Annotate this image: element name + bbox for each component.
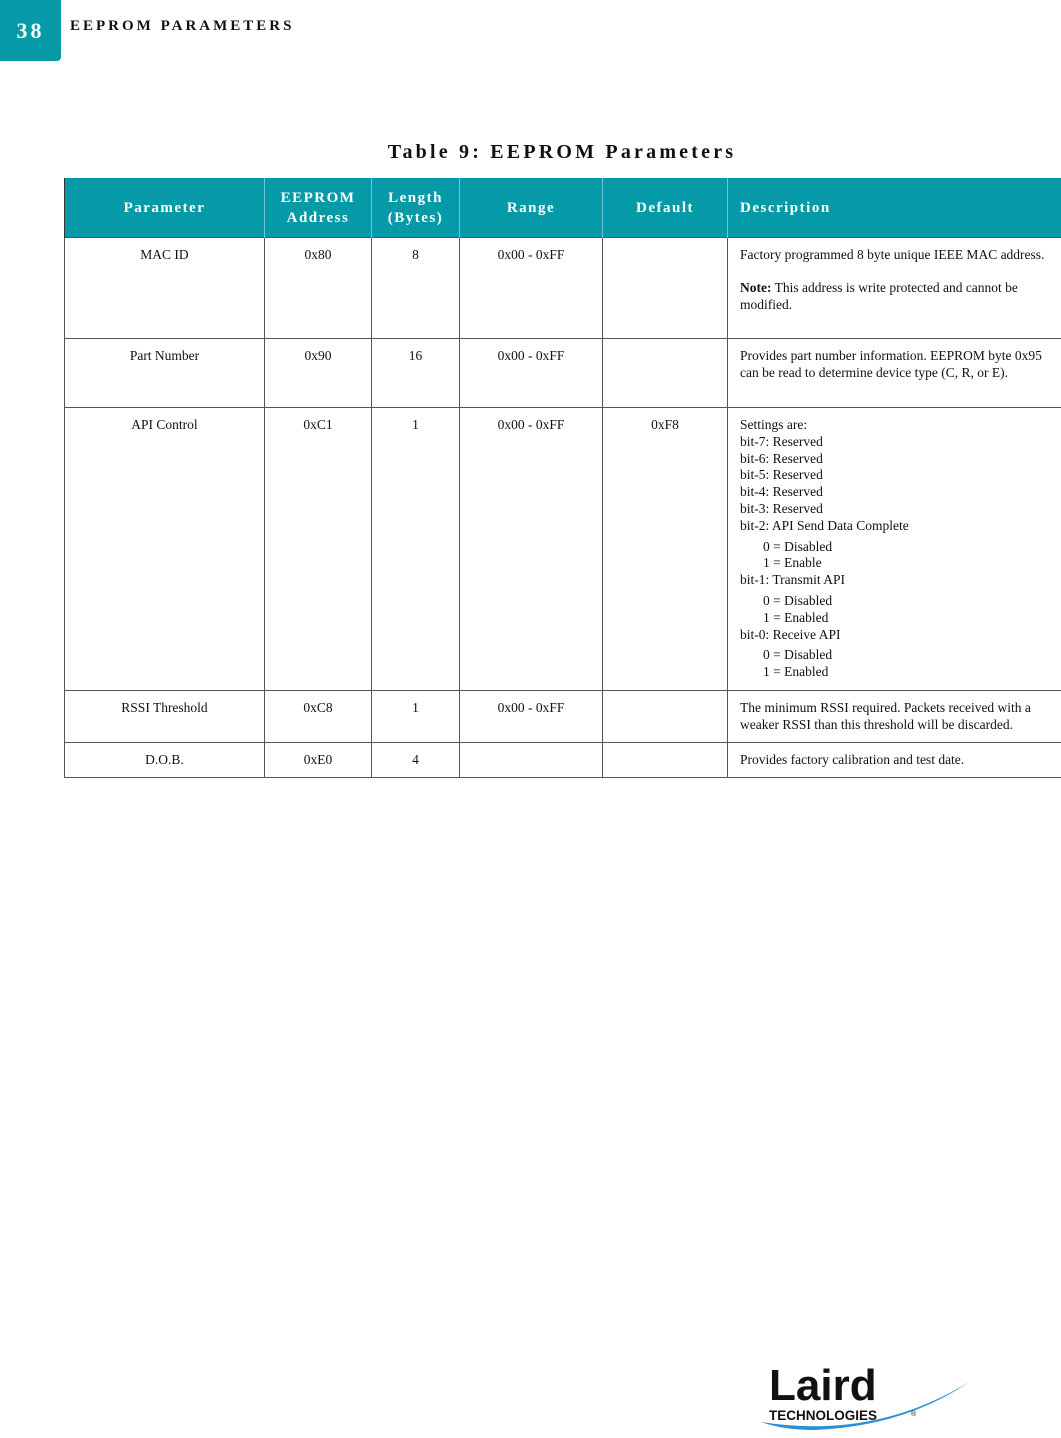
cell-length: 1: [372, 691, 460, 743]
note-text: This address is write protected and cannot be modified.: [740, 279, 1018, 312]
bit-0-line: bit-0: Receive API: [740, 626, 841, 642]
cell-length: 8: [372, 238, 460, 339]
registered-mark: ®: [911, 1411, 917, 1418]
cell-parameter: RSSI Threshold: [65, 691, 265, 743]
cell-address: 0xE0: [265, 743, 372, 778]
bit-2-line: bit-2: API Send Data Complete: [740, 517, 909, 533]
table-row: [65, 238, 1061, 339]
cell-parameter: MAC ID: [65, 238, 265, 339]
bit-2-enabled-value: 1 = Enable: [763, 555, 822, 571]
bit-1-enabled-value: 1 = Enabled: [763, 609, 829, 625]
cell-length: 16: [372, 339, 460, 408]
column-header-length-line1: Length: [388, 189, 443, 206]
bit-7-line: bit-7: Reserved: [740, 433, 823, 449]
cell-parameter: D.O.B.: [65, 743, 265, 778]
description-text: Factory programmed 8 byte unique IEEE MAC address.: [740, 247, 1045, 262]
cell-description: [728, 238, 1061, 339]
cell-description: Provides part number information. EEPROM byte 0x95 can be read to determine device type (C, R, or E).: [728, 339, 1061, 408]
table-row: [65, 339, 1061, 408]
cell-range: 0x00 - 0xFF: [460, 408, 603, 691]
cell-parameter: Part Number: [65, 339, 265, 408]
column-header-parameter: Parameter: [65, 178, 265, 238]
cell-range: 0x00 - 0xFF: [460, 691, 603, 743]
cell-description: Provides factory calibration and test date.: [728, 743, 1061, 778]
table-header-row: [65, 178, 1061, 238]
bit-4-line: bit-4: Reserved: [740, 484, 823, 500]
column-header-length: [372, 178, 460, 238]
cell-address: 0xC1: [265, 408, 372, 691]
column-header-address: [265, 178, 372, 238]
bit-0-enabled-value: 1 = Enabled: [763, 664, 829, 680]
cell-range: 0x00 - 0xFF: [460, 238, 603, 339]
table-row: [65, 408, 1061, 691]
bit-1-disabled-value: 0 = Disabled: [763, 592, 833, 608]
cell-address: 0x80: [265, 238, 372, 339]
bit-5-line: bit-5: Reserved: [740, 467, 823, 483]
page-number-badge: [0, 0, 61, 61]
table-row: [65, 743, 1061, 778]
cell-address: 0xC8: [265, 691, 372, 743]
cell-default: [603, 339, 728, 408]
logo-wordmark: Laird: [769, 1361, 877, 1410]
bit-2-disabled-value: 0 = Disabled: [763, 538, 833, 554]
cell-default: 0xF8: [603, 408, 728, 691]
table-row: [65, 691, 1061, 743]
cell-default: [603, 743, 728, 778]
page-number: 38: [16, 17, 45, 43]
note-label: Note:: [740, 279, 772, 295]
laird-technologies-logo: [755, 1360, 973, 1438]
cell-length: 1: [372, 408, 460, 691]
cell-default: [603, 238, 728, 339]
running-header: EEPROM PARAMETERS: [70, 18, 295, 34]
bit-3-line: bit-3: Reserved: [740, 500, 823, 516]
column-header-default: Default: [603, 178, 728, 238]
settings-intro: Settings are:: [740, 417, 808, 432]
description-note: [740, 280, 1055, 314]
column-header-address-line2: Address: [286, 209, 350, 226]
column-header-address-line1: EEPROM: [280, 189, 356, 206]
cell-address: 0x90: [265, 339, 372, 408]
cell-range: [460, 743, 603, 778]
bit-6-line: bit-6: Reserved: [740, 450, 823, 466]
eeprom-parameters-table: [64, 178, 1061, 778]
bit-1-line: bit-1: Transmit API: [740, 572, 846, 588]
cell-default: [603, 691, 728, 743]
cell-description: [728, 408, 1061, 691]
column-header-length-line2: (Bytes): [387, 209, 444, 226]
cell-description: The minimum RSSI required. Packets received with a weaker RSSI than this threshold will be discarded.: [728, 691, 1061, 743]
cell-length: 4: [372, 743, 460, 778]
cell-parameter: API Control: [65, 408, 265, 691]
column-header-range: Range: [460, 178, 603, 238]
logo-subtitle: TECHNOLOGIES: [769, 1408, 878, 1423]
cell-range: 0x00 - 0xFF: [460, 339, 603, 408]
column-header-description: Description: [728, 178, 1061, 238]
table-caption: Table 9: EEPROM Parameters: [387, 141, 737, 163]
bit-0-disabled-value: 0 = Disabled: [763, 647, 833, 663]
